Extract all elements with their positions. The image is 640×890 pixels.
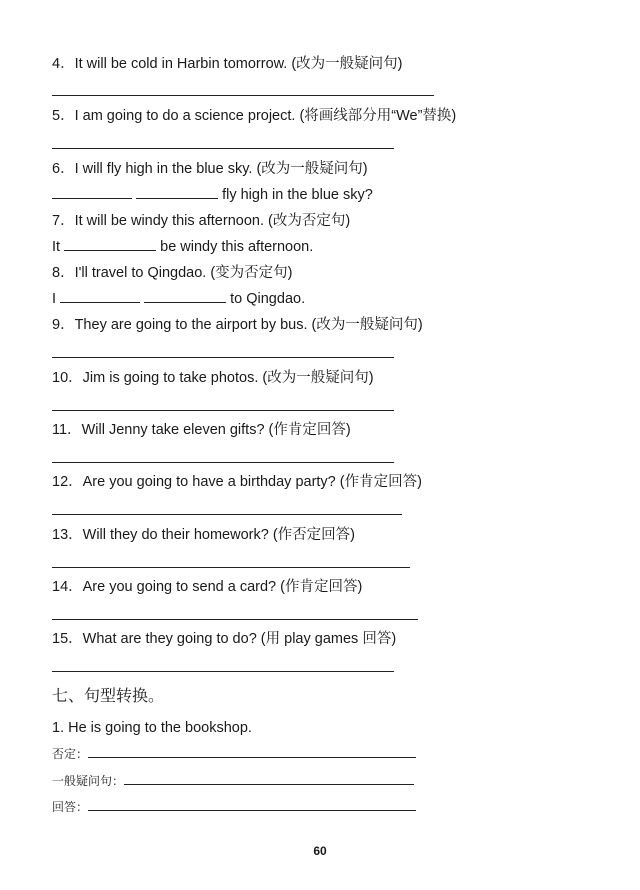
section-title: 七、句型转换。 [52,686,165,705]
fill-line-6: fly high in the blue sky? [52,186,373,204]
answer-line: 回答： [52,799,416,815]
answer-line-11[interactable] [52,462,394,463]
question-15: 15．What are they going to do? (用 play games 回答) [52,631,397,647]
fill-line-8: I to Qingdao. [52,291,306,307]
blank-8b[interactable] [144,290,226,303]
answer-line-12[interactable] [52,514,402,515]
fill-line-7: It be windy this afternoon. [52,239,314,255]
section-item-1: 1. He is going to the bookshop. [52,720,252,736]
question-11: 11．Will Jenny take eleven gifts? (作肯定回答) [52,422,351,438]
question-9: 9．They are going to the airport by bus. (改为一般疑问句) [52,317,423,333]
question-13: 13．Will they do their homework? (作否定回答) [52,527,355,543]
question-blank[interactable] [124,774,414,785]
negative-line: 否定： [52,746,416,762]
answer-line-13[interactable] [52,567,410,568]
answer-line-14[interactable] [52,619,418,620]
answer-blank[interactable] [88,800,416,811]
question-6: 6．I will fly high in the blue sky. (改为一般疑问句) [52,161,368,177]
negative-blank[interactable] [88,747,416,758]
blank-6a[interactable] [52,186,132,199]
question-7: 7．It will be windy this afternoon. (改为否定句) [52,213,351,229]
question-10: 10．Jim is going to take photos. (改为一般疑问句) [52,370,374,386]
answer-line-10[interactable] [52,410,394,411]
question-8: 8．I'll travel to Qingdao. (变为否定句) [52,265,293,281]
question-line: 一般疑问句： [52,773,414,789]
blank-6b[interactable] [136,186,218,199]
blank-7[interactable] [64,238,156,251]
blank-8a[interactable] [60,290,140,303]
answer-line-4[interactable] [52,95,434,96]
question-5: 5．I am going to do a science project. (将画线部分用“We”替换) [52,108,457,124]
answer-line-15[interactable] [52,671,394,672]
page-number: 60 [313,844,327,858]
question-14: 14．Are you going to send a card? (作肯定回答) [52,579,363,595]
question-4: 4．It will be cold in Harbin tomorrow. (改为一般疑问句) [52,56,403,72]
answer-line-5[interactable] [52,148,394,149]
question-12: 12．Are you going to have a birthday party? (作肯定回答) [52,474,422,490]
answer-line-9[interactable] [52,357,394,358]
